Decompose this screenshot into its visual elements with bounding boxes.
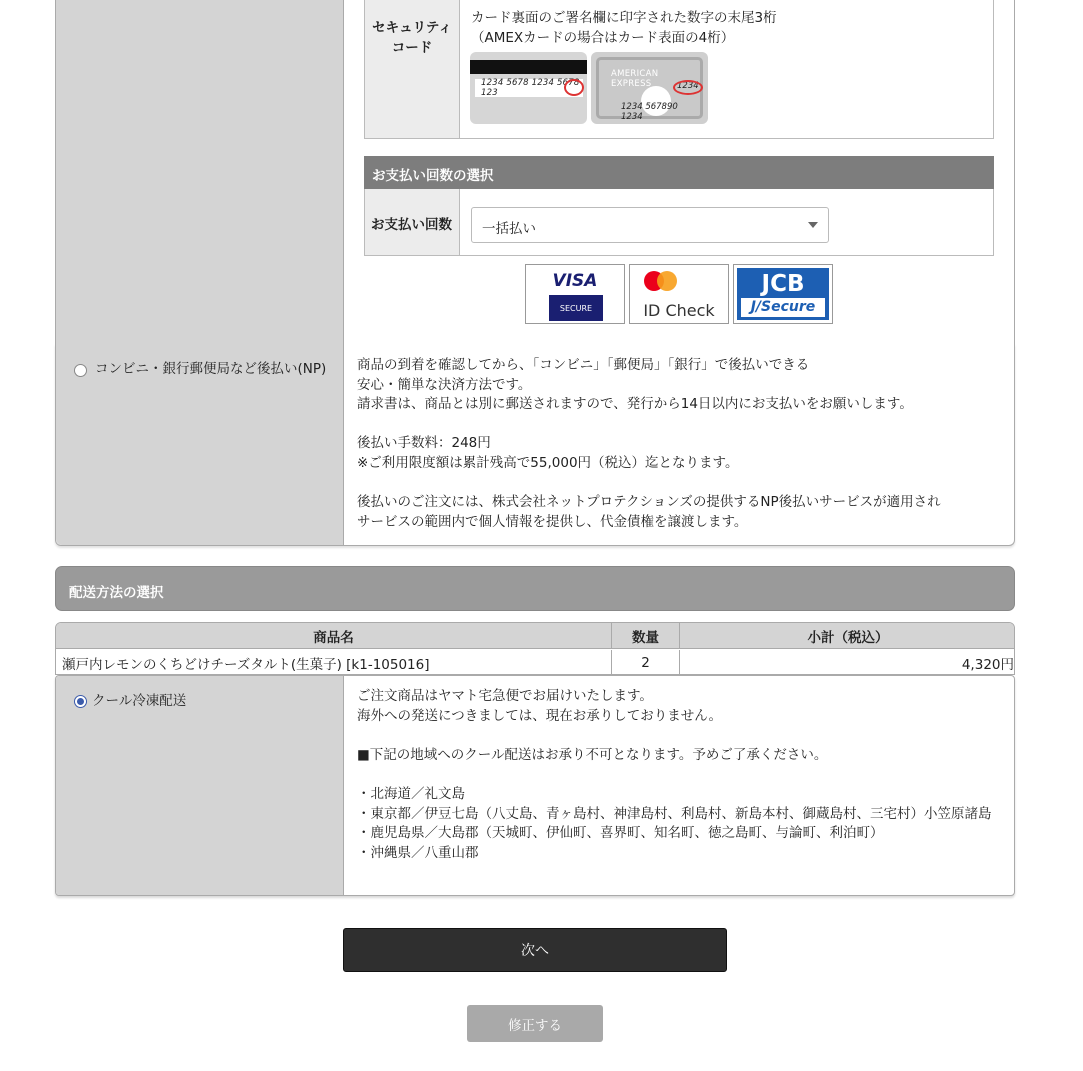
cool-shipping-description: ご注文商品はヤマト宅急便でお届けいたします。 海外への発送につきましては、現在お承りしておりません。 ■下記の地域へのクール配送はお承り不可となります。予めご了承ください。 ・北海道／礼文島 ・東京都／伊豆七島（八丈島、青ヶ島村、神津島村、利島村、新島本村、御蔵島村、三宅村）小笠原諸島 ・鹿児島県／大島郡（天城町、伊仙町、喜界町、知名町、徳之島町、与論町、利泊町） ・沖縄県／八重山郡 <box>357 688 992 861</box>
jcb-logo-box <box>737 268 829 320</box>
mastercard-orange-circle <box>657 271 677 291</box>
mastercard-logo-text: ID Check <box>643 301 715 320</box>
visa-secure-logo <box>525 264 625 324</box>
visa-secure-text: SECURE <box>549 295 603 321</box>
cool-shipping-label-cell <box>56 676 344 895</box>
amex-code: 1234 <box>677 81 699 91</box>
mastercard-id-check-logo <box>629 264 729 324</box>
card-back-number: 1234 5678 1234 5678 123 <box>475 79 583 97</box>
np-payment-label-cell <box>56 344 344 545</box>
next-button[interactable]: 次へ <box>343 928 727 972</box>
amex-brand-text: AMERICAN EXPRESS <box>611 69 659 89</box>
chevron-down-icon <box>808 222 818 228</box>
installment-label: お支払い回数 <box>365 189 460 255</box>
shipping-heading: 配送方法の選択 <box>55 566 1015 611</box>
np-payment-label[interactable]: コンビニ・銀行郵便局など後払い(NP) <box>95 361 327 377</box>
table-cell-subtotal: 4,320円 <box>961 657 1014 673</box>
installment-select[interactable] <box>471 207 829 243</box>
security-code-highlight <box>564 79 584 96</box>
np-payment-row <box>55 344 1015 546</box>
installment-heading: お支払い回数の選択 <box>364 156 994 189</box>
jcb-secure-text: J/Secure <box>741 298 825 317</box>
jcb-secure-logo <box>733 264 833 324</box>
cool-shipping-row <box>55 675 1015 896</box>
amex-card-face <box>596 57 703 122</box>
amex-code-highlight <box>673 80 703 95</box>
amex-number: 1234 567890 1234 <box>621 102 678 122</box>
cool-shipping-radio[interactable] <box>74 695 87 708</box>
radio-selected-dot <box>77 698 84 705</box>
magnetic-stripe <box>470 60 587 74</box>
column-header-subtotal: 小計（税込） <box>807 630 889 646</box>
security-code-label: セキュリティ コード <box>365 0 460 138</box>
amex-card-image <box>591 52 708 124</box>
fix-button[interactable]: 修正する <box>467 1005 603 1042</box>
column-header-product: 商品名 <box>56 623 612 649</box>
security-code-description: カード裏面のご署名欄に印字された数字の末尾3桁 （AMEXカードの場合はカード表面の4桁） <box>471 10 777 46</box>
column-header-quantity: 数量 <box>612 623 680 649</box>
cool-shipping-label[interactable]: クール冷凍配送 <box>92 693 187 709</box>
visa-logo-text: VISA <box>552 271 598 291</box>
card-payment-label-cell <box>56 0 344 344</box>
installment-selected-value: 一括払い <box>482 221 536 237</box>
shipping-items-table <box>55 622 1015 675</box>
jcb-logo-text: JCB <box>761 271 805 297</box>
table-cell-product: 瀬戸内レモンのくちどけチーズタルト(生菓子) [k1-105016] <box>56 650 612 675</box>
installment-row <box>364 189 994 256</box>
table-cell-quantity: 2 <box>612 650 680 675</box>
card-back-image <box>470 52 587 124</box>
np-payment-description: 商品の到着を確認してから、「コンビニ」「郵便局」「銀行」で後払いできる 安心・簡単な決済方法です。 請求書は、商品とは別に郵送されますので、発行から14日以内にお支払いをお願いします。 後払い手数料：248円 ※ご利用限度額は累計残高で55,000円（税込）迄となります。 後払いのご注文には、株式会社ネットプロテクションズの提供するNP後払いサービスが適用され サービスの範囲内で個人情報を提供し、代金債権を譲渡します。 <box>357 357 941 530</box>
